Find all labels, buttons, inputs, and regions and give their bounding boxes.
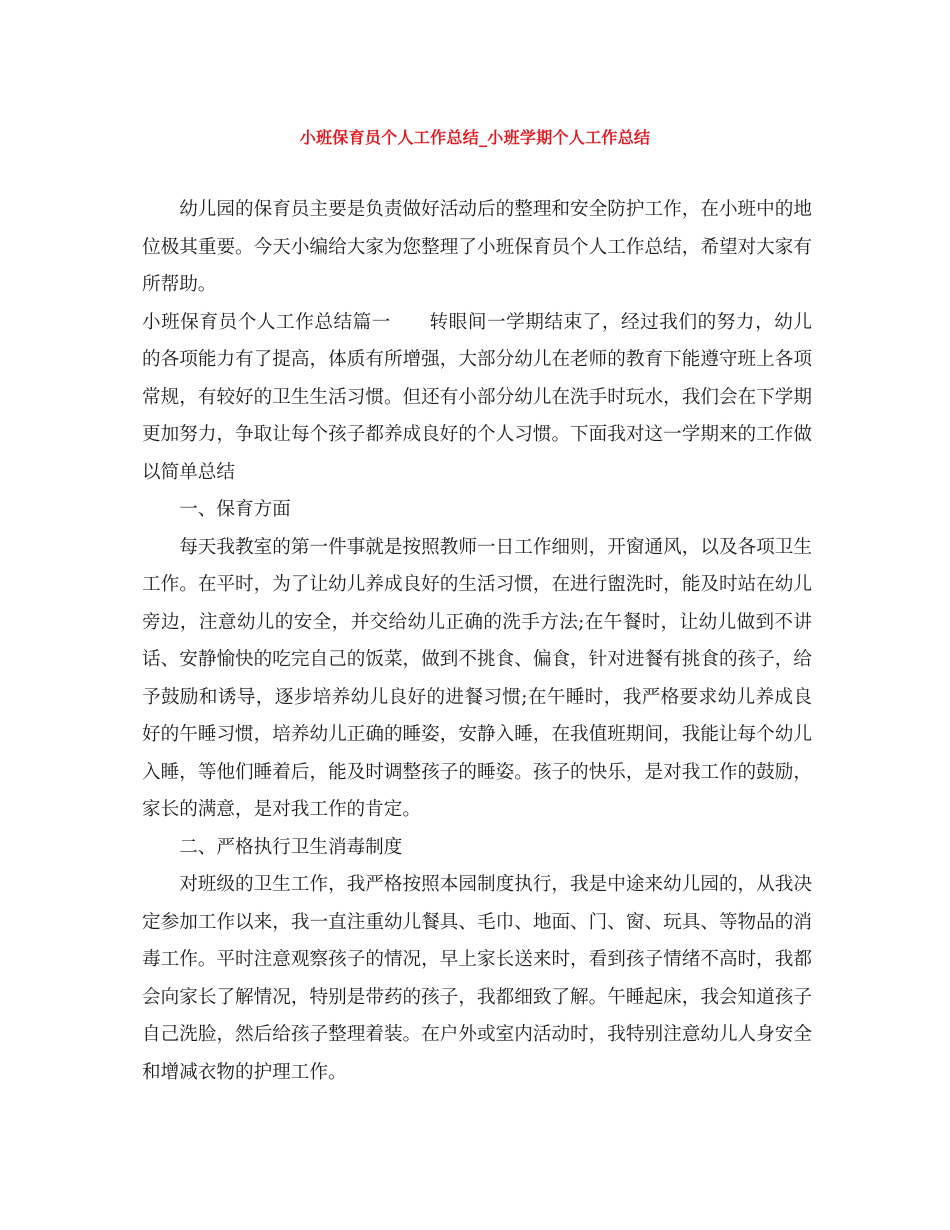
chapter1-text: 转眼间一学期结束了，经过我们的努力，幼儿的各项能力有了提高，体质有所增强，大部分幼儿在老师的教育下能遵守班上各项常规，有较好的卫生生活习惯。但还有小部分幼儿在洗手时玩水，我们会在下学期更加努力，争取让每个孩子都养成良好的个人习惯。下面我对这一学期来的工作做以简单总结 [142, 311, 812, 483]
intro-paragraph: 幼儿园的保育员主要是负责做好活动后的整理和安全防护工作，在小班中的地位极其重要。今天小编给大家为您整理了小班保育员个人工作总结，希望对大家有所帮助。 [142, 199, 812, 295]
document-title: 小班保育员个人工作总结_小班学期个人工作总结 [299, 128, 651, 147]
chapter1-paragraph [142, 304, 812, 492]
section2-heading: 二、严格执行卫生消毒制度 [179, 836, 403, 858]
chapter1-heading: 小班保育员个人工作总结篇一 [142, 311, 391, 333]
section2-paragraph: 对班级的卫生工作，我严格按照本园制度执行，我是中途来幼儿园的，从我决定参加工作以来，我一直注重幼儿餐具、毛巾、地面、门、窗、玩具、等物品的消毒工作。平时注意观察孩子的情况，早上家长送来时，看到孩子情绪不高时，我都会向家长了解情况，特别是带药的孩子，我都细致了解。午睡起床，我会知道孩子自己洗脸，然后给孩子整理着装。在户外或室内活动时，我特别注意幼儿人身安全和增减衣物的护理工作。 [142, 874, 812, 1083]
section1-heading: 一、保育方面 [179, 499, 291, 520]
section1-paragraph: 每天我教室的第一件事就是按照教师一日工作细则，开窗通风，以及各项卫生工作。在平时，为了让幼儿养成良好的生活习惯，在进行盥洗时，能及时站在幼儿旁边，注意幼儿的安全，并交给幼儿正确的洗手方法;在午餐时，让幼儿做到不讲话、安静愉快的吃完自己的饭菜，做到不挑食、偏食，针对进餐有挑食的孩子，给予鼓励和诱导，逐步培养幼儿良好的进餐习惯;在午睡时，我严格要求幼儿养成良好的午睡习惯，培养幼儿正确的睡姿，安静入睡，在我值班期间，我能让每个幼儿入睡，等他们睡着后，能及时调整孩子的睡姿。孩子的快乐，是对我工作的鼓励，家长的满意，是对我工作的肯定。 [142, 536, 812, 820]
document-body [142, 191, 812, 1091]
